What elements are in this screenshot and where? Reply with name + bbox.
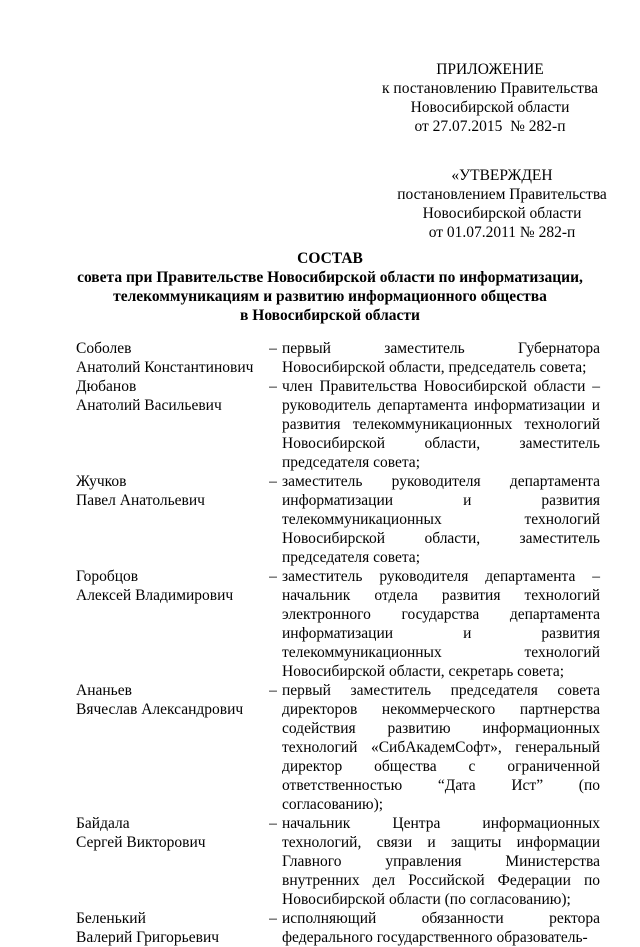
member-given-name: Сергей Викторович bbox=[76, 834, 206, 851]
member-given-name: Анатолий Константинович bbox=[76, 359, 254, 376]
member-role: начальник Центра информационных технологий, связи и защиты информации Главного управления Министерства внутренних дел Российской Федерации по Новосибирской области (по согласованию); bbox=[282, 815, 600, 908]
member-name bbox=[76, 377, 264, 472]
member-row bbox=[76, 567, 600, 681]
member-row bbox=[76, 377, 600, 472]
approved-heading: «УТВЕРЖДЕН bbox=[451, 167, 553, 184]
dash-separator: – bbox=[269, 473, 277, 490]
member-name bbox=[76, 567, 264, 681]
appendix-date-line: от 27.07.2015 № 282-п bbox=[414, 118, 566, 135]
members-list bbox=[76, 339, 600, 947]
dash-separator: – bbox=[269, 682, 277, 699]
appendix-line: к постановлению Правительства bbox=[382, 80, 598, 97]
member-surname: Горобцов bbox=[76, 568, 139, 585]
member-name bbox=[76, 814, 264, 909]
member-given-name: Павел Анатольевич bbox=[76, 492, 205, 509]
member-row bbox=[76, 681, 600, 814]
dash-separator: – bbox=[269, 378, 277, 395]
member-given-name: Вячеслав Александрович bbox=[76, 701, 244, 718]
member-role: исполняющий обязанности ректора федерального государственного образователь- bbox=[282, 910, 600, 946]
member-surname: Жучков bbox=[76, 473, 127, 490]
appendix-block bbox=[380, 60, 600, 136]
member-given-name: Анатолий Васильевич bbox=[76, 397, 222, 414]
approved-block bbox=[380, 166, 624, 242]
appendix-heading: ПРИЛОЖЕНИЕ bbox=[436, 61, 544, 78]
title-line: совета при Правительстве Новосибирской области по информатизации, bbox=[77, 269, 583, 286]
dash-separator: – bbox=[269, 340, 277, 357]
appendix-line: Новосибирской области bbox=[410, 99, 570, 116]
member-surname: Дюбанов bbox=[76, 378, 137, 395]
member-row bbox=[76, 339, 600, 377]
dash-separator: – bbox=[269, 815, 277, 832]
approved-date-line: от 01.07.2011 № 282-п bbox=[428, 224, 576, 241]
member-name bbox=[76, 909, 264, 947]
member-name bbox=[76, 472, 264, 567]
title-line: в Новосибирской области bbox=[240, 307, 420, 324]
title-heading: СОСТАВ bbox=[297, 250, 363, 267]
member-surname: Байдала bbox=[76, 815, 130, 832]
member-surname: Соболев bbox=[76, 340, 132, 357]
member-row bbox=[76, 909, 600, 947]
member-surname: Ананьев bbox=[76, 682, 132, 699]
member-role: член Правительства Новосибирской области – руководитель департамента информатизации и развития телекоммуникационных технологий Новосибирской области, заместитель председателя совета; bbox=[282, 378, 600, 471]
member-surname: Беленький bbox=[76, 910, 146, 927]
dash-separator: – bbox=[269, 910, 277, 927]
member-given-name: Валерий Григорьевич bbox=[76, 929, 220, 946]
member-row bbox=[76, 814, 600, 909]
member-row bbox=[76, 472, 600, 567]
title-line: телекоммуникациям и развитию информационного общества bbox=[113, 288, 547, 305]
approved-line: постановлением Правительства bbox=[397, 186, 607, 203]
member-role: первый заместитель председателя совета директоров некоммерческого партнерства содействия развитию информационных технологий «СибАкадемСофт», генеральный директор общества с ограниченной ответственностью “Дата Ист” (по согласованию); bbox=[282, 682, 600, 813]
approved-line: Новосибирской области bbox=[422, 205, 582, 222]
member-name bbox=[76, 339, 264, 377]
member-given-name: Алексей Владимирович bbox=[76, 587, 234, 604]
member-role: заместитель руководителя департамента – начальник отдела развития технологий электронного государства департамента информатизации и развития телекоммуникационных технологий Новосибирской области, секретарь совета; bbox=[282, 568, 600, 680]
member-name bbox=[76, 681, 264, 814]
member-role: заместитель руководителя департамента информатизации и развития телекоммуникационных технологий Новосибирской области, заместитель председателя совета; bbox=[282, 473, 600, 566]
member-role: первый заместитель Губернатора Новосибирской области, председатель совета; bbox=[282, 340, 600, 376]
document-title bbox=[60, 249, 600, 325]
dash-separator: – bbox=[269, 568, 277, 585]
